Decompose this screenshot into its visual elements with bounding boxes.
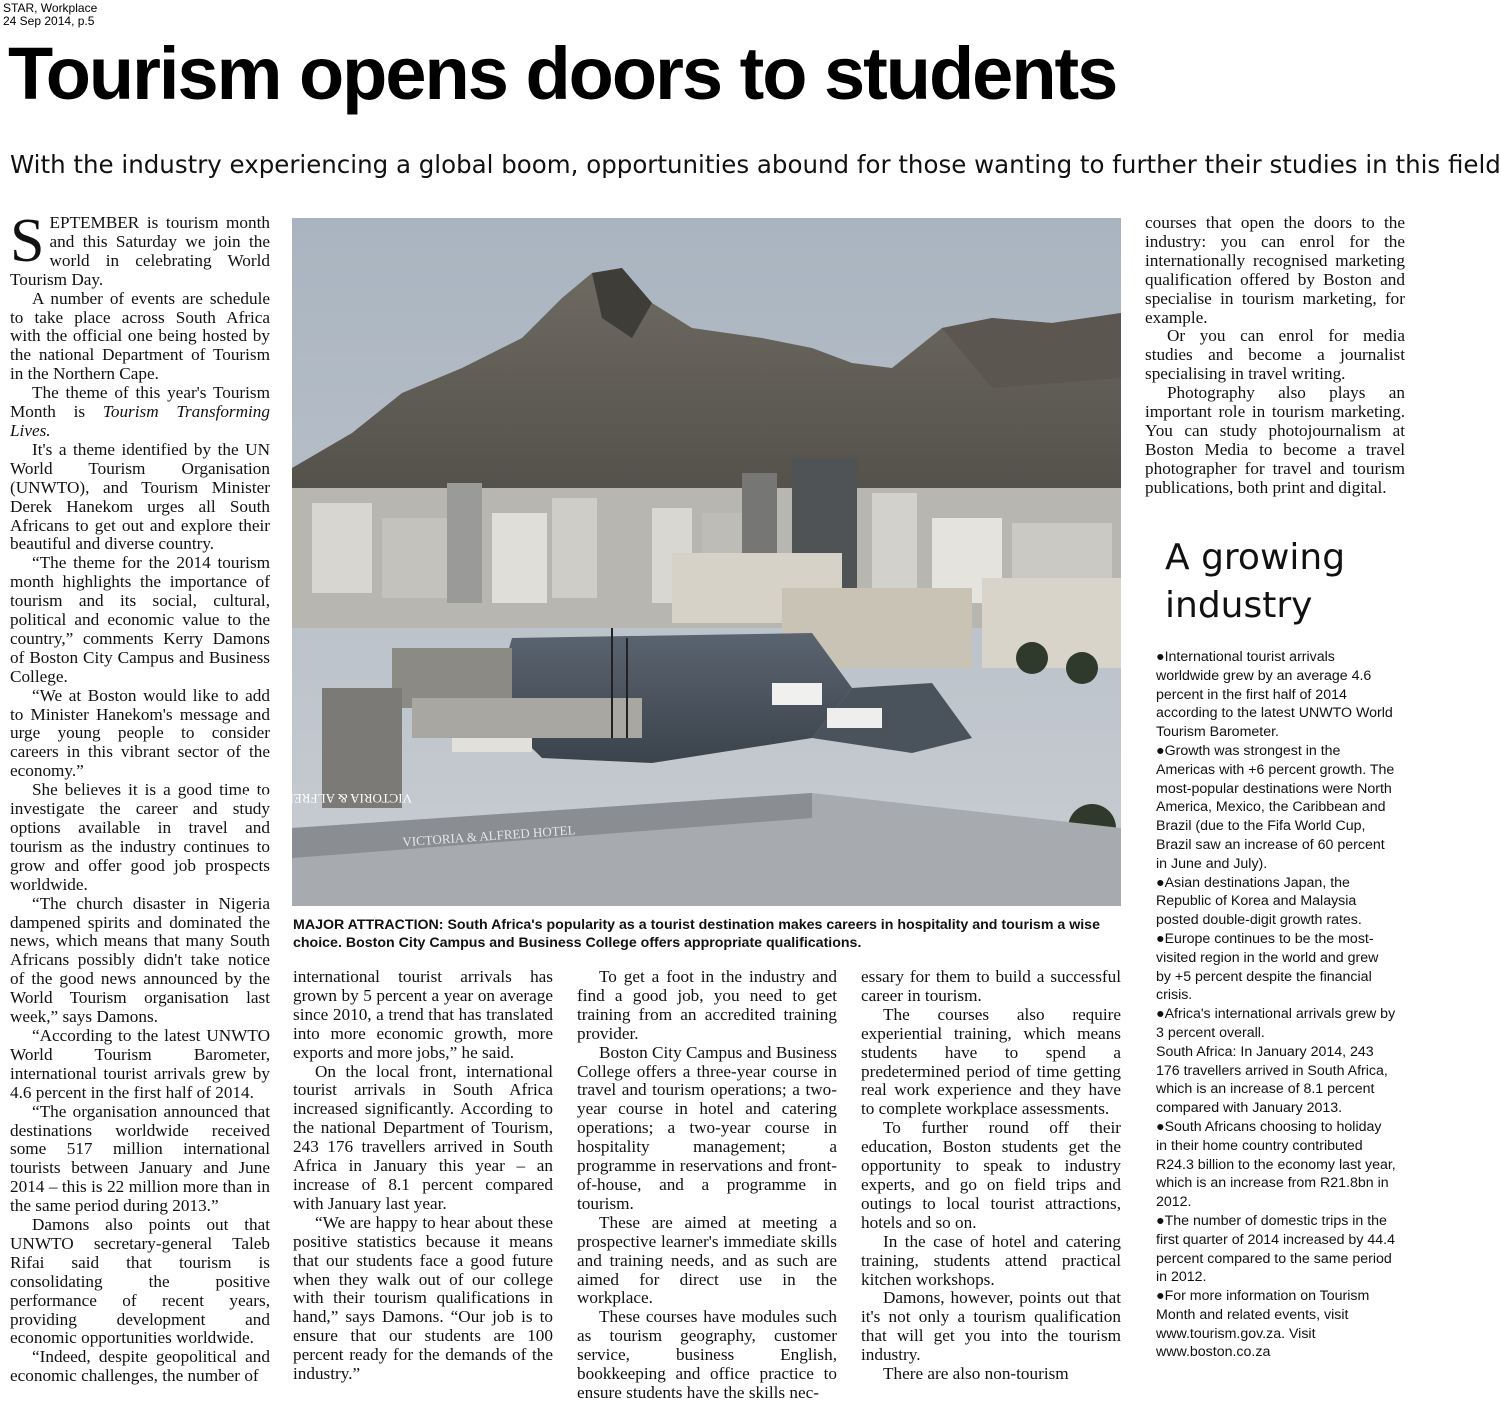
bullet-icon: ● xyxy=(1156,930,1165,947)
paragraph: These are aimed at meeting a prospective learner's immediate skills and training needs, and as such are aimed for direct use in the workplace. xyxy=(577,1212,837,1308)
bullet-icon: ● xyxy=(1156,742,1165,759)
source-publication: STAR, Workplace xyxy=(3,1,98,15)
paragraph: A number of events are schedule to take place across South Africa with the official one being hosted by the national Department of Tourism in the Northern Cape. xyxy=(10,288,270,384)
paragraph: Photography also plays an important role in tourism marketing. You can study photojournalism at Boston Media to become a travel photographer for travel and tourism publications, both print and digital. xyxy=(1145,383,1405,497)
caption-lead: MAJOR ATTRACTION: xyxy=(293,917,444,933)
paragraph: Boston City Campus and Business College offers a three-year course in travel and tourism operations; a two-year course in hotel and catering operations; a two-year course in hospitality management; a programme in reservations and front-of-house, and a programme in tourism. xyxy=(577,1042,837,1213)
bullet-icon: ● xyxy=(1156,1118,1165,1135)
paragraph: On the local front, international tourist arrivals in South Africa increased significantly. According to the national Department of Tourism, 243 176 travellers arrived in South Africa in January this year – an increase of 8.1 percent compared with January last year. xyxy=(293,1061,553,1213)
fact-item xyxy=(1156,1005,1396,1043)
paragraph: “Indeed, despite geopolitical and economic challenges, the number of xyxy=(10,1347,270,1386)
article-column-5 xyxy=(1145,214,1405,524)
paragraph: To further round off their education, Boston students get the opportunity to speak to industry experts, and go on field trips and outings to local tourist attractions, hotels and so on. xyxy=(861,1118,1121,1232)
sidebar-heading xyxy=(1165,534,1345,630)
paragraph: “We are happy to hear about these positive statistics because it means that our students face a good future when they walk out of our college with their tourism qualifications in hand,” says Damons. “Our job is to ensure that our students are 100 percent ready for the demands of the industry.” xyxy=(293,1212,553,1384)
paragraph: courses that open the doors to the industry: you can enrol for the internationally recognised marketing qualification offered by Boston and specialise in tourism marketing, for example. xyxy=(1145,213,1405,327)
fact-text: Africa's international arrivals grew by 3 percent overall. xyxy=(1156,1006,1396,1041)
source-info xyxy=(3,2,97,28)
paragraph-text: EPTEMBER is tourism month and this Saturday we join the world in celebrating World Tourism Day. xyxy=(10,213,270,289)
paragraph: Damons also points out that UNWTO secretary-general Taleb Rifai said that tourism is consolidating the positive performance of recent years, providing development and economic opportunities worldwide. xyxy=(10,1215,270,1348)
fact-text: International tourist arrivals worldwide grew by an average 4.6 percent in the first half of 2014 according to the latest UNWTO World Tourism Barometer. xyxy=(1156,649,1393,741)
headline: Tourism opens doors to students xyxy=(8,32,1117,115)
fact-text: Asian destinations Japan, the Republic of Korea and Malaysia posted double-digit growth rates. xyxy=(1156,874,1362,929)
drop-cap: S xyxy=(10,207,45,275)
paragraph-text: The theme of this year's Tourism Month is xyxy=(10,383,270,422)
sidebar-facts xyxy=(1156,648,1396,1362)
bullet-icon: ● xyxy=(1156,874,1165,891)
paragraph: In the case of hotel and catering training, students attend practical kitchen workshops. xyxy=(861,1231,1121,1289)
paragraph: There are also non-tourism xyxy=(883,1364,1069,1384)
sidebar-heading-line: industry xyxy=(1165,585,1313,626)
source-date: 24 Sep 2014, p.5 xyxy=(3,14,95,28)
harbour-photo xyxy=(238,218,1121,906)
paragraph: international tourist arrivals has grown by 5 percent a year on average since 2010, a trend that has translated into more economic growth, more exports and more jobs,” he said. xyxy=(293,967,553,1062)
fact-item xyxy=(1156,930,1396,1005)
article-column-2 xyxy=(293,968,553,1408)
paragraph: essary for them to build a successful career in tourism. xyxy=(861,967,1121,1005)
fact-plain: South Africa: In January 2014, 243 176 travellers arrived in South Africa, which is an increase of 8.1 percent compared with January 2013. xyxy=(1156,1043,1388,1117)
paragraph: “We at Boston would like to add to Minister Hanekom's message and urge young people to consider careers in this vibrant sector of the economy.” xyxy=(10,685,270,781)
fact-text: For more information on Tourism Month and related events, visit www.tourism.gov.za. Visit www.boston.co.za xyxy=(1156,1288,1370,1361)
paragraph: It's a theme identified by the UN World Tourism Organisation (UNWTO), and Tourism Minister Derek Hanekom urges all South Africans to get out and explore their beautiful and diverse country. xyxy=(10,439,270,554)
paragraph: The courses also require experiential training, which means students have to spend a predetermined period of time getting real work experience and they have to complete workplace assessments. xyxy=(861,1004,1121,1119)
paragraph: “According to the latest UNWTO World Tourism Barometer, international tourist arrivals grew by 4.6 percent in the first half of 2014. xyxy=(10,1025,270,1102)
article-column-4 xyxy=(861,968,1121,1408)
paragraph: She believes it is a good time to investigate the career and study options available in travel and tourism as the industry continues to grow and offer good job prospects worldwide. xyxy=(10,780,270,894)
paragraph xyxy=(10,384,270,441)
fact-item xyxy=(1156,1287,1396,1362)
fact-item xyxy=(1156,1212,1396,1287)
paragraph: These courses have modules such as tourism geography, customer service, business English, bookkeeping and office practice to ensure students have the skills nec- xyxy=(577,1307,837,1402)
paragraph: “The theme for the 2014 tourism month highlights the importance of tourism and its social, cultural, political and economic value to the country,” comments Kerry Damons of Boston City Campus and Business College. xyxy=(10,553,270,686)
sidebar-heading-line: A growing xyxy=(1165,537,1346,578)
bullet-icon: ● xyxy=(1156,1288,1165,1305)
hotel-sign-mirrored: VICTORIA & ALFRED HOTEL xyxy=(238,791,412,806)
paragraph: Or you can enrol for media studies and become a journalist specialising in travel writing. xyxy=(1145,326,1405,384)
standfirst: With the industry experiencing a global boom, opportunities abound for those wanting to further their studies in this field xyxy=(10,150,1501,179)
fact-item xyxy=(1156,1118,1396,1212)
paragraph xyxy=(10,207,270,290)
fact-text: South Africans choosing to holiday in their home country contributed R24.3 billion to the economy last year, which is an increase from R21.8bn in 2012. xyxy=(1156,1118,1396,1211)
bullet-icon: ● xyxy=(1156,1212,1165,1229)
bullet-icon: ● xyxy=(1156,1006,1165,1023)
paragraph: “The church disaster in Nigeria dampened spirits and dominated the news, which means that many South Africans possibly didn't take notice of the good news announced by the World Tourism organisation last week,” says Damons. xyxy=(10,893,270,1027)
paragraph: To get a foot in the industry and find a good job, you need to get training from an accredited training provider. xyxy=(577,967,837,1043)
hotel-sign: VICTORIA & ALFRED HOTEL xyxy=(401,822,576,850)
article-column-1 xyxy=(10,207,270,1414)
fact-text: Europe continues to be the most-visited region in the world and grew by +5 percent despite the financial crisis. xyxy=(1156,930,1379,1004)
fact-text: Growth was strongest in the Americas with +6 percent growth. The most-popular destinations were North America, Mexico, the Caribbean and Brazil (due to the Fifa World Cup, Brazil saw an increase of 60 percent in June and July). xyxy=(1156,742,1395,872)
bullet-icon: ● xyxy=(1156,649,1165,665)
article-column-3 xyxy=(577,968,837,1408)
fact-item xyxy=(1156,648,1396,742)
fact-text: The number of domestic trips in the first quarter of 2014 increased by 44.4 percent compared to the same period in 2012. xyxy=(1156,1212,1395,1286)
photo-caption xyxy=(293,916,1123,952)
fact-item xyxy=(1156,742,1396,874)
fact-item xyxy=(1156,874,1396,930)
theme-italic: Tourism Transforming Lives. xyxy=(10,402,270,440)
paragraph: “The organisation announced that destinations worldwide received some 517 million international tourists between January and June 2014 – this is 22 million more than in the same period during 2013.” xyxy=(10,1101,270,1216)
caption-text: South Africa's popularity as a tourist destination makes careers in hospitality and tourism a wise choice. Boston City Campus and Business College offers appropriate qualifications. xyxy=(293,917,1100,951)
paragraph: Damons, however, points out that it's not only a tourism qualification that will get you into the tourism industry. xyxy=(861,1288,1121,1365)
